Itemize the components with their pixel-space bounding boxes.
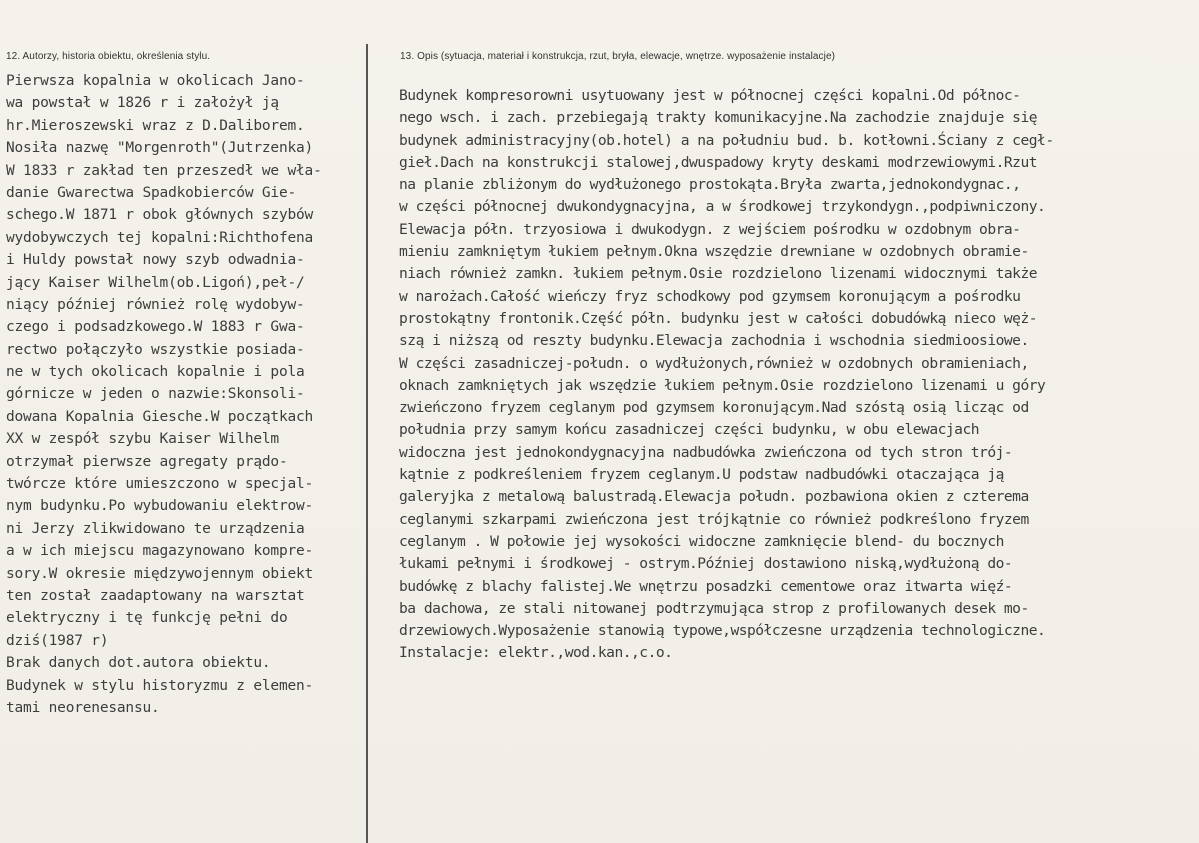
description-text-line: Instalacje: elektr.,wod.kan.,c.o.	[399, 644, 673, 662]
history-text-line: ten został zaadaptowany na warsztat	[6, 587, 305, 604]
description-text-line: ba dachowa, ze stali nitowanej podtrzymująca strop z profilowanych desek mo-	[399, 599, 1029, 617]
description-text-line: Budynek kompresorowni usytuowany jest w północnej części kopalni.Od północ-	[399, 87, 1021, 104]
history-text-line: danie Gwarectwa Spadkobierców Gie-	[6, 184, 297, 201]
history-text-line: hr.Mieroszewski wraz z D.Daliborem.	[6, 117, 305, 134]
description-text-line: drzewiowych.Wyposażenie stanowią typowe,współczesne urządzenia technologiczne.	[399, 622, 1046, 640]
history-text-line: tami neorenesansu.	[6, 699, 160, 716]
description-text-line: W części zasadniczej-połudn. o wydłużonych,również w ozdobnych obramieniach,	[399, 354, 1029, 372]
description-text-line: budynek administracyjny(ob.hotel) a na południu bud. b. kotłowni.Ściany z cegł-	[399, 131, 1054, 149]
history-text-line: i Huldy powstał nowy szyb odwadnia-	[6, 252, 305, 269]
history-text-line: niący później również rolę wydobyw-	[6, 296, 305, 313]
history-text-line: górnicze w jeden o nazwie:Skonsoli-	[6, 386, 305, 403]
history-text-line: Brak danych dot.autora obiektu.	[6, 655, 271, 672]
description-text-line: ceglanym . W połowie jej wysokości widoczne zamknięcie blend- du bocznych	[399, 532, 1004, 550]
description-text-line: w części północnej dwukondygnacyjna, a w środkowej trzykondygn.,podpiwniczony.	[399, 198, 1046, 216]
description-text-line: kątnie z podkreśleniem fryzem ceglanym.U podstaw nadbudówki otaczająca ją	[399, 466, 1004, 484]
history-text-line: wa powstał w 1826 r i założył ją	[6, 95, 279, 112]
history-text-line: a w ich miejscu magazynowano kompre-	[6, 543, 314, 560]
description-text-line: nego wsch. i zach. przebiegają trakty komunikacyjne.Na zachodzie znajduje się	[399, 109, 1038, 127]
history-text-line: Nosiła nazwę "Morgenroth"(Jutrzenka)	[6, 140, 314, 157]
history-text-line: otrzymał pierwsze agregaty prądo-	[6, 453, 288, 470]
history-text-block	[6, 70, 322, 719]
description-text-line: zwieńczono fryzem ceglanym pod gzymsem koronującym.Nad szóstą osią licząc od	[399, 399, 1029, 417]
description-text-line: oknach zamkniętych jak wszędzie łukiem pełnym.Osie rozdzielono lizenami u góry	[399, 376, 1046, 394]
description-text-line: południa przy samym końcu zasadniczej części budynku, w obu elewacjach	[399, 421, 980, 439]
history-text-line: czego i podsadzkowego.W 1883 r Gwa-	[6, 319, 305, 336]
description-text-line: ceglanymi szkarpami zwieńczona jest trójkątnie co również podkreślono fryzem	[399, 510, 1029, 528]
description-text-line: prostokątny frontonik.Część półn. budynku jest w całości dobudówką nieco węż-	[399, 309, 1038, 327]
history-text-line: nym budynku.Po wybudowaniu elektrow-	[6, 498, 314, 515]
column-divider	[366, 44, 368, 843]
description-text-line: widoczna jest jednokondygnacyjna nadbudówka zwieńczona od tych stron trój-	[399, 443, 1013, 461]
history-text-line: jący Kaiser Wilhelm(ob.Ligoń),peł-/	[6, 274, 305, 291]
history-text-line: wydobywczych tej kopalni:Richthofena	[6, 229, 314, 246]
history-text-line: rectwo połączyło wszystkie posiada-	[6, 341, 305, 358]
history-text-line: XX w zespół szybu Kaiser Wilhelm	[6, 431, 279, 448]
history-text-line: twórcze które umieszczono w specjal-	[6, 476, 314, 493]
section-12-header: 12. Autorzy, historia obiektu, określenia stylu.	[6, 51, 211, 62]
description-text-line: galeryjka z metalową balustradą.Elewacja połudn. pozbawiona okien z czterema	[399, 488, 1029, 506]
history-text-line: Budynek w stylu historyzmu z elemen-	[6, 677, 314, 694]
description-text-line: w narożach.Całość wieńczy fryz schodkowy pod gzymsem koronującym a pośrodku	[399, 287, 1021, 305]
history-text-line: ni Jerzy zlikwidowano te urządzenia	[6, 520, 305, 537]
history-text-line: sory.W okresie międzywojennym obiekt	[6, 565, 314, 582]
description-text-line: mieniu zamkniętym łukiem pełnym.Okna wszędzie drewniane w ozdobnych obramie-	[399, 243, 1029, 261]
description-text-line: budówkę z blachy falistej.We wnętrzu posadzki cementowe oraz itwarta więź-	[399, 577, 1013, 595]
description-text-line: łukami pełnymi i środkowej - ostrym.Później dostawiono niską,wydłużoną do-	[399, 555, 1013, 573]
history-text-line: W 1833 r zakład ten przeszedł we wła-	[6, 162, 322, 179]
description-text-line: niach również zamkn. łukiem pełnym.Osie rozdzielono lizenami widocznymi także	[399, 265, 1038, 283]
description-text-line: szą i niższą od reszty budynku.Elewacja zachodnia i wschodnia siedmioosiowe.	[399, 332, 1029, 350]
description-text-line: na planie zbliżonym do wydłużonego prostokąta.Bryła zwarta,jednokondygnac.,	[399, 176, 1021, 194]
history-text-line: dziś(1987 r)	[6, 632, 109, 649]
history-text-line: ne w tych okolicach kopalnie i pola	[6, 364, 305, 381]
history-text-line: Pierwsza kopalnia w okolicach Jano-	[6, 73, 305, 89]
history-text-line: dowana Kopalnia Giesche.W początkach	[6, 408, 314, 425]
history-text-line: schego.W 1871 r obok głównych szybów	[6, 207, 314, 224]
description-text-line: gieł.Dach na konstrukcji stalowej,dwuspadowy kryty deskami modrzewiowymi.Rzut	[399, 153, 1038, 171]
history-text-line: elektryczny i tę funkcję pełni do	[6, 610, 288, 627]
description-text-block	[399, 85, 1054, 665]
section-13-header: 13. Opis (sytuacja, materiał i konstrukcja, rzut, bryła, elewacje, wnętrze. wyposażenie instalacje)	[400, 51, 836, 62]
description-text-line: Elewacja półn. trzyosiowa i dwukodygn. z wejściem pośrodku w ozdobnym obra-	[399, 220, 1021, 238]
